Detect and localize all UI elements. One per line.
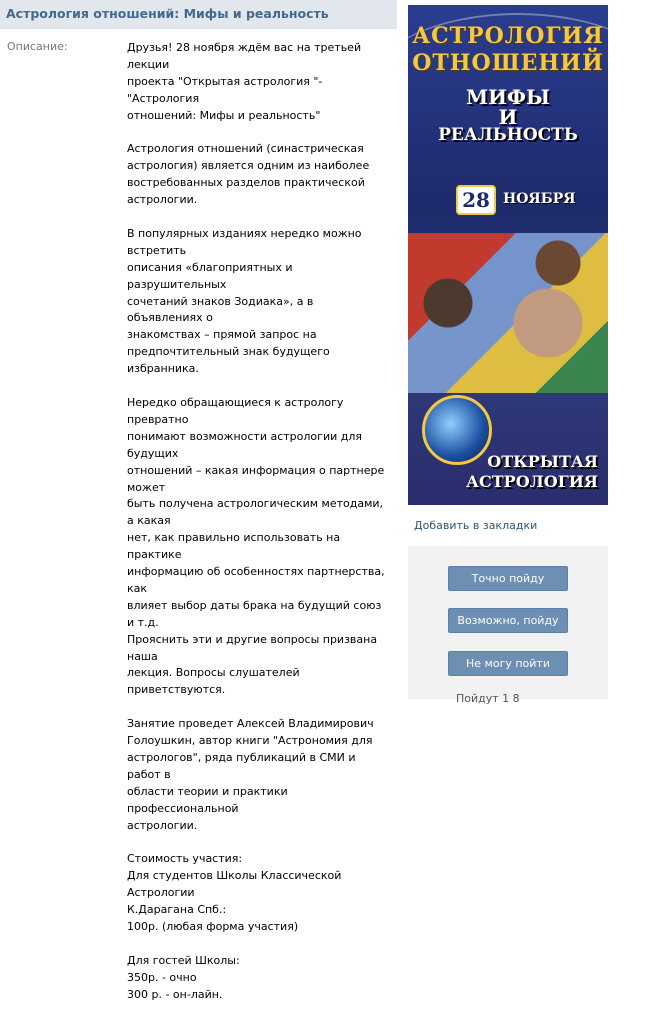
description-paragraph: Друзья! 28 ноября ждём вас на третьей лекции проекта "Открытая астрология "- "Астрология отношений: Мифы и реальность" [127,41,362,122]
poster-brand-line2: АСТРОЛОГИЯ [466,472,598,491]
poster-puzzle-collage-image [408,233,608,393]
poster-subtitle-line2: И [498,105,518,129]
poster-date: 28 [456,185,496,215]
poster-subtitle-line3: РЕАЛЬНОСТЬ [438,125,578,145]
poster-title-line2: ОТНОШЕНИЙ [412,50,604,76]
poster-title-line1: АСТРОЛОГИЯ [412,23,604,49]
going-button[interactable]: Точно пойду [448,566,568,591]
not-going-button[interactable]: Не могу пойти [448,651,568,676]
description-paragraph: В популярных изданиях нередко можно встретить описания «благоприятных и разрушительных сочетаний знаков Зодиака», а в объявлениях о знакомствах – прямой запрос на предпочтительный знак будущего избранника. [127,226,362,376]
guest-price-paragraph: Для гостей Школы: 350р. - очно 300 р. - он-лайн. [127,953,240,1001]
going-count-label[interactable]: Пойдут 1 8 [456,692,520,705]
event-title: Астрология отношений: Мифы и реальность [6,6,329,21]
event-title-bar [0,0,397,29]
event-description [127,40,389,1020]
event-poster[interactable] [408,5,608,505]
rsvp-panel [408,546,608,705]
maybe-going-button[interactable]: Возможно, пойду [448,608,568,633]
description-paragraph: Нередко обращающиеся к астрологу превратно понимают возможности астрологии для будущих отношений – какая информация о партнере может быть получена астрологическим методами, а какая нет, как правильно использовать на практике информацию об особенностях партнерства, как влияет выбор даты брака на будущий союз и т.д. Прояснить эти и другие вопросы призвана наша лекция. Вопросы слушателей приветствуются. [127,395,385,697]
poster-subtitle-line1: МИФЫ [465,85,551,109]
description-label: Описание: [7,40,68,53]
price-paragraph: Стоимость участия: Для студентов Школы Классической Астрологии К.Дарагана Спб.: 100р. (любая форма участия) [127,852,342,934]
add-bookmark-link[interactable]: Добавить в закладки [414,519,538,532]
description-paragraph: Занятие проведет Алексей Владимирович Голоушкин, автор книги "Астрономия для астрологов", ряда публикаций в СМИ и работ в области теории и практики профессиональной астрологии. [127,717,374,832]
poster-brand-line1: ОТКРЫТАЯ [487,452,598,471]
poster-month: НОЯБРЯ [503,191,576,207]
description-paragraph: Астрология отношений (синастрическая астрология) является одним из наиболее востребованных разделов практической астрологии. [127,142,370,207]
